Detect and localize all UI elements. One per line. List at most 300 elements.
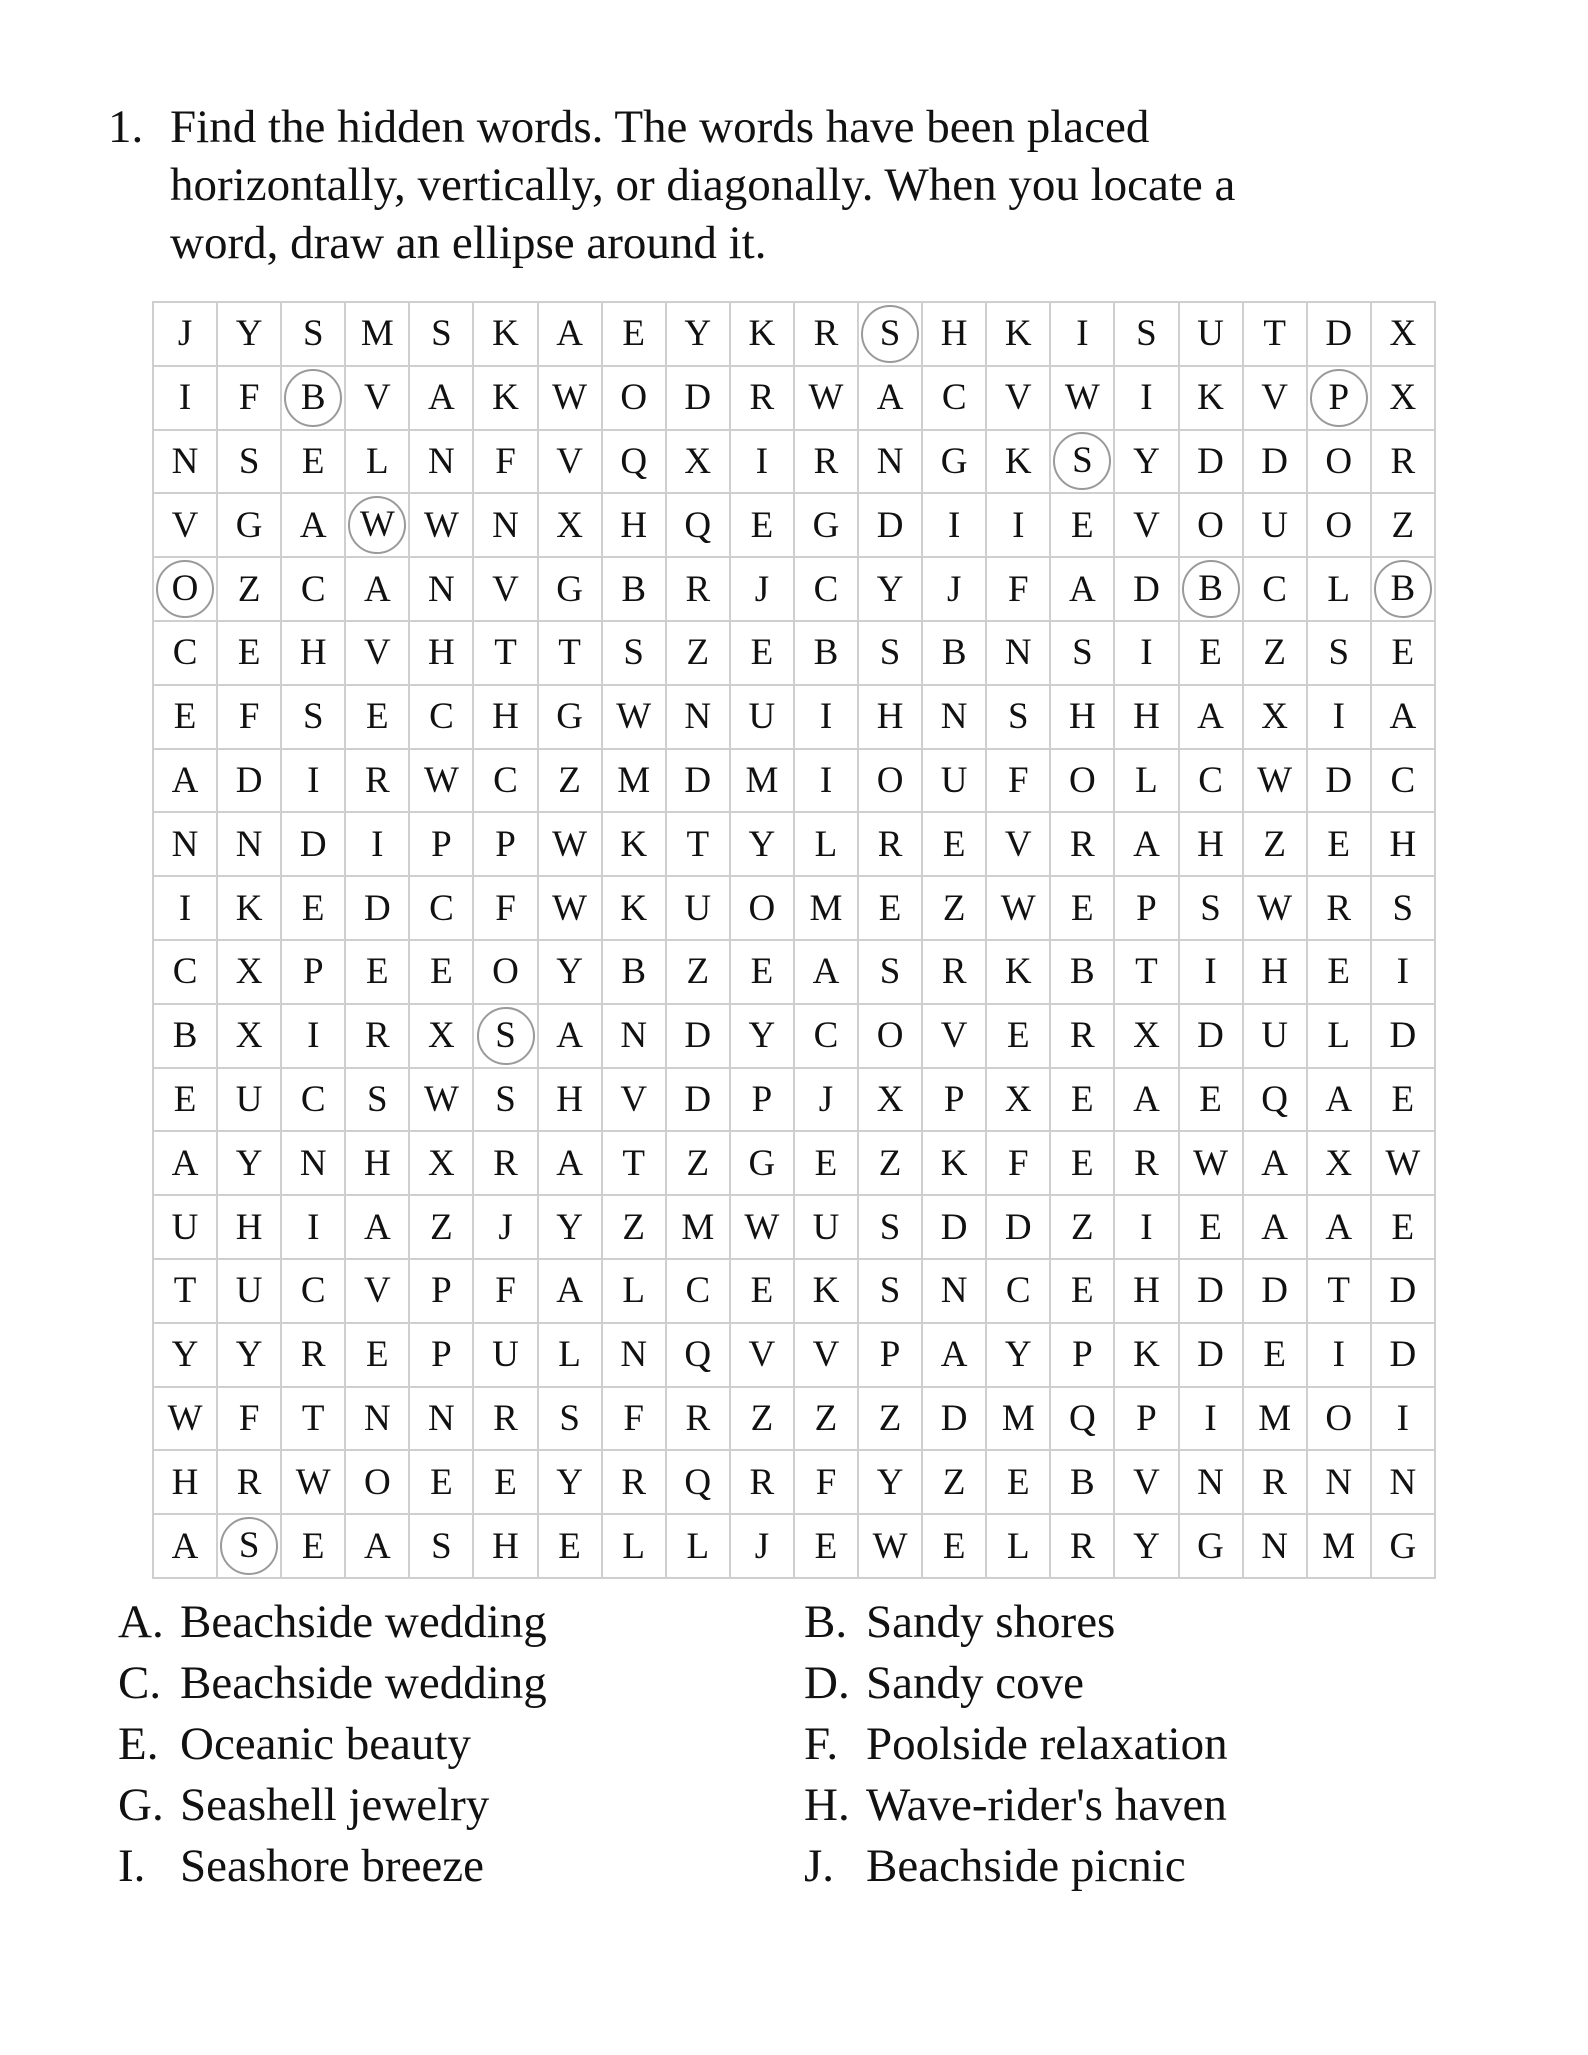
grid-cell[interactable]	[602, 493, 666, 557]
grid-cell[interactable]	[1371, 557, 1435, 621]
grid-cell[interactable]	[986, 1450, 1050, 1514]
grid-cell[interactable]	[473, 493, 537, 557]
grid-cell[interactable]	[730, 493, 794, 557]
grid-cell[interactable]	[858, 1259, 922, 1323]
grid-cell[interactable]	[345, 621, 409, 685]
grid-cell[interactable]	[153, 1131, 217, 1195]
grid-cell[interactable]	[1307, 940, 1371, 1004]
grid-cell[interactable]	[1243, 302, 1307, 366]
grid-cell[interactable]	[345, 1068, 409, 1132]
answer-option-h[interactable]	[804, 1775, 1228, 1836]
grid-cell[interactable]	[1243, 812, 1307, 876]
grid-cell[interactable]	[1307, 1195, 1371, 1259]
grid-cell[interactable]	[602, 685, 666, 749]
grid-cell[interactable]	[473, 557, 537, 621]
grid-cell[interactable]	[602, 812, 666, 876]
grid-cell[interactable]	[1179, 749, 1243, 813]
grid-cell[interactable]	[666, 302, 730, 366]
grid-cell[interactable]	[1114, 1259, 1178, 1323]
grid-cell[interactable]	[986, 621, 1050, 685]
grid-cell[interactable]	[1114, 1450, 1178, 1514]
grid-cell[interactable]	[1050, 493, 1114, 557]
grid-cell[interactable]	[345, 366, 409, 430]
grid-cell[interactable]	[794, 812, 858, 876]
grid-cell[interactable]	[153, 430, 217, 494]
grid-cell[interactable]	[1050, 1068, 1114, 1132]
grid-cell[interactable]	[153, 1323, 217, 1387]
grid-cell[interactable]	[409, 557, 473, 621]
grid-cell[interactable]	[153, 1387, 217, 1451]
grid-cell[interactable]	[730, 1387, 794, 1451]
grid-cell[interactable]	[602, 749, 666, 813]
grid-cell[interactable]	[922, 685, 986, 749]
grid-cell[interactable]	[922, 1323, 986, 1387]
grid-cell[interactable]	[666, 749, 730, 813]
grid-cell[interactable]	[666, 1195, 730, 1259]
grid-cell[interactable]	[281, 1514, 345, 1578]
grid-cell[interactable]	[730, 685, 794, 749]
grid-cell[interactable]	[409, 1450, 473, 1514]
grid-cell[interactable]	[1179, 1323, 1243, 1387]
grid-cell[interactable]	[666, 876, 730, 940]
grid-cell[interactable]	[858, 685, 922, 749]
grid-cell[interactable]	[1114, 366, 1178, 430]
grid-cell[interactable]	[858, 812, 922, 876]
grid-cell[interactable]	[602, 1387, 666, 1451]
grid-cell[interactable]	[794, 1195, 858, 1259]
grid-cell[interactable]	[473, 1068, 537, 1132]
grid-cell[interactable]	[1307, 1259, 1371, 1323]
grid-cell[interactable]	[666, 1450, 730, 1514]
grid-cell[interactable]	[153, 493, 217, 557]
grid-cell[interactable]	[1371, 940, 1435, 1004]
grid-cell[interactable]	[217, 1131, 281, 1195]
grid-cell[interactable]	[473, 685, 537, 749]
grid-cell[interactable]	[473, 749, 537, 813]
grid-cell[interactable]	[794, 1004, 858, 1068]
grid-cell[interactable]	[858, 749, 922, 813]
grid-cell[interactable]	[281, 749, 345, 813]
grid-cell[interactable]	[1179, 302, 1243, 366]
grid-cell[interactable]	[217, 302, 281, 366]
grid-cell[interactable]	[473, 1004, 537, 1068]
grid-cell[interactable]	[602, 302, 666, 366]
grid-cell[interactable]	[1114, 940, 1178, 1004]
grid-cell[interactable]	[217, 1259, 281, 1323]
grid-cell[interactable]	[1114, 685, 1178, 749]
grid-cell[interactable]	[345, 1514, 409, 1578]
grid-cell[interactable]	[1243, 1131, 1307, 1195]
grid-cell[interactable]	[730, 1514, 794, 1578]
grid-cell[interactable]	[281, 812, 345, 876]
grid-cell[interactable]	[794, 493, 858, 557]
grid-cell[interactable]	[730, 1259, 794, 1323]
grid-cell[interactable]	[858, 493, 922, 557]
grid-cell[interactable]	[730, 621, 794, 685]
grid-cell[interactable]	[473, 1514, 537, 1578]
grid-cell[interactable]	[794, 1131, 858, 1195]
grid-cell[interactable]	[1179, 493, 1243, 557]
grid-cell[interactable]	[1114, 302, 1178, 366]
grid-cell[interactable]	[986, 1195, 1050, 1259]
grid-cell[interactable]	[666, 621, 730, 685]
grid-cell[interactable]	[153, 940, 217, 1004]
grid-cell[interactable]	[1371, 430, 1435, 494]
grid-cell[interactable]	[1307, 685, 1371, 749]
grid-cell[interactable]	[153, 1195, 217, 1259]
grid-cell[interactable]	[409, 493, 473, 557]
grid-cell[interactable]	[858, 1068, 922, 1132]
grid-cell[interactable]	[1371, 1068, 1435, 1132]
grid-cell[interactable]	[409, 749, 473, 813]
grid-cell[interactable]	[409, 940, 473, 1004]
grid-cell[interactable]	[1179, 1259, 1243, 1323]
grid-cell[interactable]	[281, 1004, 345, 1068]
grid-cell[interactable]	[1371, 749, 1435, 813]
grid-cell[interactable]	[1243, 940, 1307, 1004]
grid-cell[interactable]	[217, 1514, 281, 1578]
grid-cell[interactable]	[1179, 1131, 1243, 1195]
grid-cell[interactable]	[730, 1004, 794, 1068]
grid-cell[interactable]	[730, 876, 794, 940]
grid-cell[interactable]	[409, 1131, 473, 1195]
grid-cell[interactable]	[538, 1131, 602, 1195]
grid-cell[interactable]	[730, 1450, 794, 1514]
grid-cell[interactable]	[281, 430, 345, 494]
grid-cell[interactable]	[602, 1450, 666, 1514]
grid-cell[interactable]	[922, 430, 986, 494]
grid-cell[interactable]	[409, 302, 473, 366]
grid-cell[interactable]	[473, 1387, 537, 1451]
grid-cell[interactable]	[409, 1259, 473, 1323]
grid-cell[interactable]	[217, 1004, 281, 1068]
grid-cell[interactable]	[153, 557, 217, 621]
grid-cell[interactable]	[538, 1323, 602, 1387]
grid-cell[interactable]	[730, 749, 794, 813]
grid-cell[interactable]	[1371, 685, 1435, 749]
answer-option-b[interactable]	[804, 1592, 1228, 1653]
grid-cell[interactable]	[1050, 812, 1114, 876]
grid-cell[interactable]	[217, 812, 281, 876]
grid-cell[interactable]	[409, 1195, 473, 1259]
grid-cell[interactable]	[730, 302, 794, 366]
grid-cell[interactable]	[730, 366, 794, 430]
grid-cell[interactable]	[217, 621, 281, 685]
grid-cell[interactable]	[794, 685, 858, 749]
grid-cell[interactable]	[1307, 557, 1371, 621]
grid-cell[interactable]	[986, 493, 1050, 557]
grid-cell[interactable]	[666, 366, 730, 430]
grid-cell[interactable]	[538, 366, 602, 430]
grid-cell[interactable]	[1050, 621, 1114, 685]
grid-cell[interactable]	[409, 685, 473, 749]
grid-cell[interactable]	[538, 621, 602, 685]
answer-option-c[interactable]	[118, 1653, 547, 1714]
grid-cell[interactable]	[153, 302, 217, 366]
grid-cell[interactable]	[538, 749, 602, 813]
grid-cell[interactable]	[858, 557, 922, 621]
grid-cell[interactable]	[1050, 685, 1114, 749]
grid-cell[interactable]	[409, 621, 473, 685]
grid-cell[interactable]	[538, 493, 602, 557]
grid-cell[interactable]	[473, 302, 537, 366]
grid-cell[interactable]	[986, 1387, 1050, 1451]
grid-cell[interactable]	[538, 1450, 602, 1514]
grid-cell[interactable]	[217, 749, 281, 813]
grid-cell[interactable]	[409, 366, 473, 430]
grid-cell[interactable]	[986, 749, 1050, 813]
grid-cell[interactable]	[1307, 876, 1371, 940]
grid-cell[interactable]	[1371, 493, 1435, 557]
grid-cell[interactable]	[281, 1068, 345, 1132]
grid-cell[interactable]	[1307, 1131, 1371, 1195]
grid-cell[interactable]	[345, 1387, 409, 1451]
grid-cell[interactable]	[153, 1450, 217, 1514]
grid-cell[interactable]	[794, 430, 858, 494]
grid-cell[interactable]	[538, 1514, 602, 1578]
grid-cell[interactable]	[153, 1068, 217, 1132]
grid-cell[interactable]	[217, 493, 281, 557]
grid-cell[interactable]	[666, 1387, 730, 1451]
grid-cell[interactable]	[794, 749, 858, 813]
grid-cell[interactable]	[922, 876, 986, 940]
grid-cell[interactable]	[1114, 812, 1178, 876]
grid-cell[interactable]	[153, 621, 217, 685]
grid-cell[interactable]	[1179, 557, 1243, 621]
grid-cell[interactable]	[794, 940, 858, 1004]
grid-cell[interactable]	[858, 876, 922, 940]
grid-cell[interactable]	[473, 812, 537, 876]
grid-cell[interactable]	[1050, 940, 1114, 1004]
grid-cell[interactable]	[345, 1259, 409, 1323]
answer-option-d[interactable]	[804, 1653, 1228, 1714]
grid-cell[interactable]	[281, 557, 345, 621]
grid-cell[interactable]	[986, 876, 1050, 940]
grid-cell[interactable]	[794, 1387, 858, 1451]
grid-cell[interactable]	[538, 557, 602, 621]
grid-cell[interactable]	[1050, 1387, 1114, 1451]
grid-cell[interactable]	[281, 940, 345, 1004]
grid-cell[interactable]	[153, 366, 217, 430]
grid-cell[interactable]	[1307, 1450, 1371, 1514]
grid-cell[interactable]	[1179, 1450, 1243, 1514]
grid-cell[interactable]	[1050, 1004, 1114, 1068]
grid-cell[interactable]	[1179, 685, 1243, 749]
grid-cell[interactable]	[538, 685, 602, 749]
grid-cell[interactable]	[1307, 1514, 1371, 1578]
grid-cell[interactable]	[666, 685, 730, 749]
grid-cell[interactable]	[986, 812, 1050, 876]
grid-cell[interactable]	[1243, 1068, 1307, 1132]
grid-cell[interactable]	[986, 685, 1050, 749]
grid-cell[interactable]	[473, 876, 537, 940]
grid-cell[interactable]	[1307, 493, 1371, 557]
grid-cell[interactable]	[1114, 1068, 1178, 1132]
grid-cell[interactable]	[602, 1195, 666, 1259]
grid-cell[interactable]	[602, 876, 666, 940]
grid-cell[interactable]	[1307, 302, 1371, 366]
grid-cell[interactable]	[217, 366, 281, 430]
grid-cell[interactable]	[409, 430, 473, 494]
grid-cell[interactable]	[1050, 749, 1114, 813]
grid-cell[interactable]	[1371, 621, 1435, 685]
grid-cell[interactable]	[281, 621, 345, 685]
grid-cell[interactable]	[538, 302, 602, 366]
grid-cell[interactable]	[730, 1131, 794, 1195]
grid-cell[interactable]	[794, 557, 858, 621]
grid-cell[interactable]	[922, 557, 986, 621]
grid-cell[interactable]	[730, 1068, 794, 1132]
grid-cell[interactable]	[986, 1323, 1050, 1387]
grid-cell[interactable]	[153, 812, 217, 876]
grid-cell[interactable]	[1371, 1387, 1435, 1451]
grid-cell[interactable]	[666, 1514, 730, 1578]
grid-cell[interactable]	[538, 812, 602, 876]
grid-cell[interactable]	[217, 1068, 281, 1132]
grid-cell[interactable]	[345, 876, 409, 940]
grid-cell[interactable]	[1307, 366, 1371, 430]
grid-cell[interactable]	[1371, 1514, 1435, 1578]
grid-cell[interactable]	[1243, 430, 1307, 494]
grid-cell[interactable]	[473, 1195, 537, 1259]
grid-cell[interactable]	[1371, 1450, 1435, 1514]
answer-option-a[interactable]	[118, 1592, 547, 1653]
grid-cell[interactable]	[986, 1004, 1050, 1068]
grid-cell[interactable]	[666, 493, 730, 557]
grid-cell[interactable]	[538, 1004, 602, 1068]
grid-cell[interactable]	[1307, 1004, 1371, 1068]
grid-cell[interactable]	[794, 302, 858, 366]
grid-cell[interactable]	[858, 430, 922, 494]
grid-cell[interactable]	[538, 1259, 602, 1323]
grid-cell[interactable]	[666, 1131, 730, 1195]
grid-cell[interactable]	[858, 1195, 922, 1259]
grid-cell[interactable]	[1371, 1131, 1435, 1195]
grid-cell[interactable]	[986, 557, 1050, 621]
grid-cell[interactable]	[922, 1131, 986, 1195]
grid-cell[interactable]	[794, 1323, 858, 1387]
grid-cell[interactable]	[1050, 302, 1114, 366]
grid-cell[interactable]	[602, 1004, 666, 1068]
grid-cell[interactable]	[858, 940, 922, 1004]
grid-cell[interactable]	[986, 1514, 1050, 1578]
grid-cell[interactable]	[794, 1259, 858, 1323]
grid-cell[interactable]	[409, 1323, 473, 1387]
grid-cell[interactable]	[538, 1068, 602, 1132]
grid-cell[interactable]	[1179, 812, 1243, 876]
grid-cell[interactable]	[1050, 1195, 1114, 1259]
grid-cell[interactable]	[473, 1323, 537, 1387]
grid-cell[interactable]	[1179, 1195, 1243, 1259]
grid-cell[interactable]	[1243, 621, 1307, 685]
grid-cell[interactable]	[473, 940, 537, 1004]
answer-option-g[interactable]	[118, 1775, 547, 1836]
grid-cell[interactable]	[794, 1514, 858, 1578]
grid-cell[interactable]	[409, 1514, 473, 1578]
grid-cell[interactable]	[281, 302, 345, 366]
grid-cell[interactable]	[1307, 621, 1371, 685]
grid-cell[interactable]	[217, 876, 281, 940]
grid-cell[interactable]	[281, 1259, 345, 1323]
grid-cell[interactable]	[1114, 1514, 1178, 1578]
grid-cell[interactable]	[217, 685, 281, 749]
grid-cell[interactable]	[345, 302, 409, 366]
grid-cell[interactable]	[602, 621, 666, 685]
grid-cell[interactable]	[217, 1387, 281, 1451]
grid-cell[interactable]	[1307, 1323, 1371, 1387]
grid-cell[interactable]	[922, 1450, 986, 1514]
grid-cell[interactable]	[473, 1259, 537, 1323]
grid-cell[interactable]	[1371, 302, 1435, 366]
grid-cell[interactable]	[409, 1068, 473, 1132]
grid-cell[interactable]	[666, 1004, 730, 1068]
grid-cell[interactable]	[1179, 621, 1243, 685]
grid-cell[interactable]	[217, 557, 281, 621]
grid-cell[interactable]	[858, 302, 922, 366]
grid-cell[interactable]	[858, 621, 922, 685]
grid-cell[interactable]	[1050, 1450, 1114, 1514]
grid-cell[interactable]	[1114, 1004, 1178, 1068]
grid-cell[interactable]	[1114, 1131, 1178, 1195]
grid-cell[interactable]	[345, 1195, 409, 1259]
grid-cell[interactable]	[345, 557, 409, 621]
grid-cell[interactable]	[794, 876, 858, 940]
grid-cell[interactable]	[602, 1259, 666, 1323]
grid-cell[interactable]	[1050, 876, 1114, 940]
grid-cell[interactable]	[1243, 1195, 1307, 1259]
grid-cell[interactable]	[922, 940, 986, 1004]
grid-cell[interactable]	[345, 493, 409, 557]
answer-option-e[interactable]	[118, 1714, 547, 1775]
grid-cell[interactable]	[922, 366, 986, 430]
grid-cell[interactable]	[1050, 1131, 1114, 1195]
grid-cell[interactable]	[1371, 1004, 1435, 1068]
grid-cell[interactable]	[281, 1131, 345, 1195]
grid-cell[interactable]	[1243, 493, 1307, 557]
grid-cell[interactable]	[281, 685, 345, 749]
grid-cell[interactable]	[922, 1259, 986, 1323]
grid-cell[interactable]	[922, 302, 986, 366]
grid-cell[interactable]	[602, 1068, 666, 1132]
grid-cell[interactable]	[602, 366, 666, 430]
grid-cell[interactable]	[473, 1450, 537, 1514]
grid-cell[interactable]	[217, 1323, 281, 1387]
grid-cell[interactable]	[1371, 1323, 1435, 1387]
grid-cell[interactable]	[602, 940, 666, 1004]
grid-cell[interactable]	[1243, 685, 1307, 749]
grid-cell[interactable]	[666, 557, 730, 621]
grid-cell[interactable]	[1114, 1195, 1178, 1259]
grid-cell[interactable]	[1114, 557, 1178, 621]
grid-cell[interactable]	[345, 685, 409, 749]
grid-cell[interactable]	[794, 1068, 858, 1132]
grid-cell[interactable]	[409, 1004, 473, 1068]
grid-cell[interactable]	[1114, 876, 1178, 940]
grid-cell[interactable]	[281, 493, 345, 557]
grid-cell[interactable]	[666, 812, 730, 876]
grid-cell[interactable]	[922, 1514, 986, 1578]
grid-cell[interactable]	[409, 1387, 473, 1451]
grid-cell[interactable]	[153, 1259, 217, 1323]
grid-cell[interactable]	[1307, 430, 1371, 494]
grid-cell[interactable]	[281, 366, 345, 430]
grid-cell[interactable]	[345, 1131, 409, 1195]
grid-cell[interactable]	[666, 940, 730, 1004]
grid-cell[interactable]	[602, 1514, 666, 1578]
answer-option-j[interactable]	[804, 1836, 1228, 1897]
grid-cell[interactable]	[1371, 1195, 1435, 1259]
grid-cell[interactable]	[922, 749, 986, 813]
